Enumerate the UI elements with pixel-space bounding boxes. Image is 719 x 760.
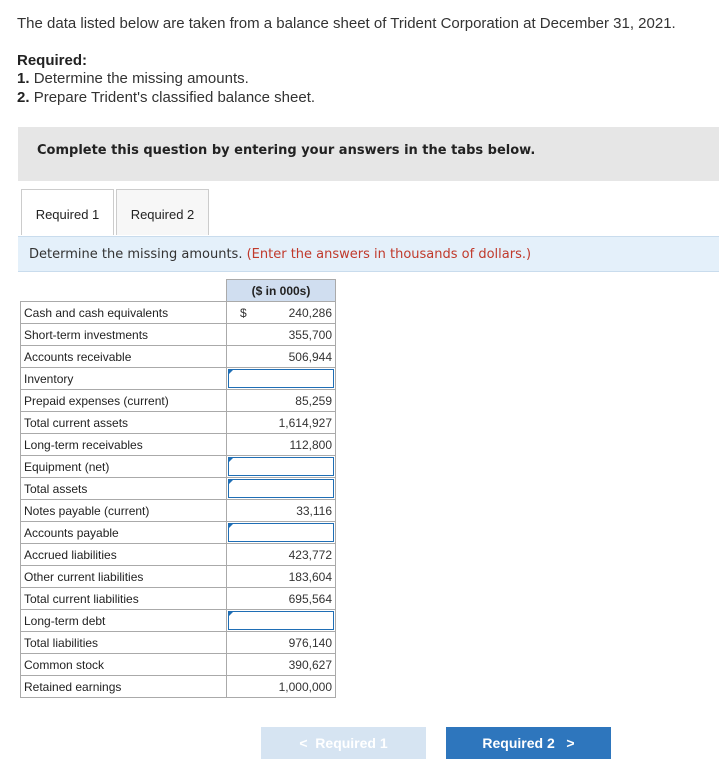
requirement-2 — [17, 89, 315, 106]
amount-cell — [227, 566, 336, 588]
row-label: Other current liabilities — [21, 566, 227, 588]
requirement-number: 2. — [17, 89, 30, 106]
table-row — [21, 610, 336, 632]
amount-input[interactable] — [229, 612, 333, 629]
tab-label: Required 2 — [130, 207, 195, 222]
row-label: Total current assets — [21, 412, 227, 434]
amount-cell — [227, 390, 336, 412]
amount-value: 33,116 — [296, 503, 332, 518]
row-label: Notes payable (current) — [21, 500, 227, 522]
table-row — [21, 588, 336, 610]
tab-label: Required 1 — [35, 207, 100, 222]
requirement-text: Determine the missing amounts. — [33, 70, 249, 87]
amount-value: 85,259 — [295, 393, 332, 408]
row-label: Total current liabilities — [21, 588, 227, 610]
amount-value: 355,700 — [288, 327, 332, 342]
table-row — [21, 478, 336, 500]
amount-cell — [227, 632, 336, 654]
row-label: Short-term investments — [21, 324, 227, 346]
table-row — [21, 302, 336, 324]
amount-value: 390,627 — [288, 657, 332, 672]
row-label: Accounts receivable — [21, 346, 227, 368]
amount-input[interactable] — [229, 480, 333, 497]
balance-sheet-table — [20, 279, 336, 698]
amount-cell — [227, 412, 336, 434]
requirement-number: 1. — [17, 70, 30, 87]
amount-value: 506,944 — [288, 349, 332, 364]
row-label: Long-term receivables — [21, 434, 227, 456]
table-row — [21, 346, 336, 368]
amount-value: 183,604 — [288, 569, 332, 584]
tab-required-2[interactable] — [116, 189, 209, 235]
task-instruction — [18, 236, 719, 272]
amount-input-box — [228, 479, 334, 498]
chevron-left-icon: < — [299, 735, 308, 751]
instructions-banner — [18, 127, 719, 181]
amount-value: 976,140 — [288, 635, 332, 650]
chevron-right-icon: > — [566, 735, 575, 751]
table-row — [21, 412, 336, 434]
input-corner-icon — [228, 457, 234, 463]
amount-value: 240,286 — [288, 305, 332, 320]
amount-input[interactable] — [229, 458, 333, 475]
table-row — [21, 324, 336, 346]
requirement-text: Prepare Trident's classified balance sheet. — [33, 89, 316, 106]
row-label: Equipment (net) — [21, 456, 227, 478]
table-row — [21, 676, 336, 698]
amount-cell — [227, 346, 336, 368]
amount-cell — [227, 478, 336, 500]
next-button-label: Required 2 — [482, 735, 555, 751]
amount-cell — [227, 588, 336, 610]
amount-cell — [227, 654, 336, 676]
table-row — [21, 434, 336, 456]
amount-value: 112,800 — [289, 437, 332, 452]
amount-cell — [227, 676, 336, 698]
input-corner-icon — [228, 611, 234, 617]
amount-cell — [227, 456, 336, 478]
row-label: Accounts payable — [21, 522, 227, 544]
table-header-row — [21, 280, 336, 302]
column-header: ($ in 000s) — [227, 280, 336, 302]
amount-input-box — [228, 457, 334, 476]
row-label: Inventory — [21, 368, 227, 390]
amount-input[interactable] — [229, 524, 333, 541]
table-row — [21, 368, 336, 390]
amount-input[interactable] — [229, 370, 333, 387]
instruction-note: (Enter the answers in thousands of dollars.) — [246, 247, 532, 262]
tab-required-1[interactable] — [21, 189, 114, 235]
amount-input-box — [228, 523, 334, 542]
instruction-text — [29, 247, 531, 262]
table-row — [21, 544, 336, 566]
amount-cell — [227, 324, 336, 346]
amount-cell — [227, 368, 336, 390]
row-label: Common stock — [21, 654, 227, 676]
table-row — [21, 632, 336, 654]
table-row — [21, 522, 336, 544]
currency-symbol: $ — [240, 306, 247, 320]
table-row — [21, 456, 336, 478]
header-blank — [21, 280, 227, 302]
amount-cell — [227, 500, 336, 522]
intro-text: The data listed below are taken from a balance sheet of Trident Corporation at December 31, 2021. — [17, 15, 676, 32]
table-row — [21, 390, 336, 412]
row-label: Prepaid expenses (current) — [21, 390, 227, 412]
input-corner-icon — [228, 523, 234, 529]
amount-cell — [227, 522, 336, 544]
amount-cell — [227, 302, 336, 324]
input-corner-icon — [228, 479, 234, 485]
prev-button-label: Required 1 — [315, 735, 388, 751]
next-button[interactable] — [446, 727, 611, 759]
amount-input-box — [228, 611, 334, 630]
amount-cell — [227, 544, 336, 566]
prev-button[interactable] — [261, 727, 426, 759]
amount-value: 1,000,000 — [278, 679, 332, 694]
table-row — [21, 654, 336, 676]
row-label: Long-term debt — [21, 610, 227, 632]
amount-cell — [227, 434, 336, 456]
requirement-1 — [17, 70, 249, 87]
instruction-main: Determine the missing amounts. — [29, 247, 243, 262]
amount-value: 695,564 — [288, 591, 332, 606]
amount-input-box — [228, 369, 334, 388]
table-row — [21, 500, 336, 522]
row-label: Retained earnings — [21, 676, 227, 698]
row-label: Accrued liabilities — [21, 544, 227, 566]
row-label: Cash and cash equivalents — [21, 302, 227, 324]
table-row — [21, 566, 336, 588]
row-label: Total liabilities — [21, 632, 227, 654]
amount-cell — [227, 610, 336, 632]
banner-text: Complete this question by entering your answers in the tabs below. — [37, 143, 536, 158]
row-label: Total assets — [21, 478, 227, 500]
required-heading: Required: — [17, 52, 88, 69]
amount-value: 1,614,927 — [278, 415, 332, 430]
input-corner-icon — [228, 369, 234, 375]
amount-value: 423,772 — [288, 547, 332, 562]
